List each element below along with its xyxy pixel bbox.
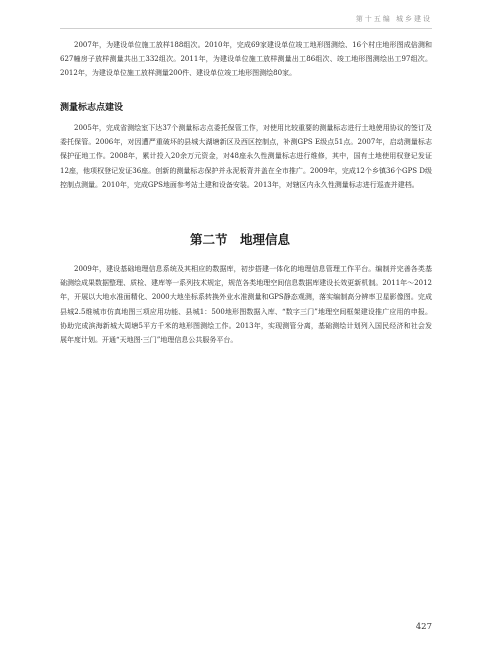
- page-number: 427: [415, 622, 432, 632]
- header-divider: [60, 28, 432, 29]
- paragraph-construction-surveying: 2007年，为建设单位施工放样188组次。2010年，完成69家建设单位竣工地形图测绘、16个村庄地形图成倍测和627幢房子放样测量共出工332组次。2011年，为建设单位施工放样测量出工86组次、竣工地形图测绘出工97组次。2012年，为建设单位施工放样测量200件、建设单位竣工地形图测绘80家。: [60, 41, 432, 78]
- section-heading-geographic-info: 第二节 地理信息: [189, 232, 290, 247]
- running-header: 第十五编 城乡建设: [355, 15, 432, 23]
- sub-heading-survey-markers: 测量标志点建设: [60, 103, 124, 113]
- paragraph-survey-markers: 2005年，完成省测绘室下达37个测量标志点委托保管工作，对使用比较重要的测量标志进行土地使用协议的签订及委托保管。2006年，对因遭严重破坏的县城大湖塘新区及西区控制点，补测GPS E级点51点。2007年，启动测量标志保护征地工作。2008年，累计投入20余万元资金，对48座永久性测量标志进行维修，其中，国有土地使用权登记发证12座，他项权登记发证36座。创新的测量标志保护并永泥板背并盖在全市推广。2009年，完成12个乡镇36个GPS D级控制点测量。2010年，完成GPS地面参考站土建和设备安装。2013年，对辖区内永久性测量标志进行巡查并建档。: [60, 124, 432, 189]
- paragraph-geographic-info: 2009年，建设基础地理信息系统及其相应的数据库，初步搭建一体化的地理信息管理工作平台。编制并完善各类基础测绘成果数据整理、质检、建库等一系列技术规定，规范各类地理空间信息数据库建设长效更新机制。2011年～2012年，开展以大地水准面精化、2000大地坐标系转换外业水准测量和GPS静态观测，落实编制高分辨率卫星影像图。完成县城2.5维城市仿真地图三项应用功能、县城1：500地形图数据入库、“数字三门”地理空间框架建设推广应用的申报。协助完成滨海新城大周塘5平方千米的地形图测绘工作。2013年，实现测管分离，基础测绘计划列入国民经济和社会发展年度计划。开通“天地图·三门”地理信息公共服务平台。: [60, 265, 432, 345]
